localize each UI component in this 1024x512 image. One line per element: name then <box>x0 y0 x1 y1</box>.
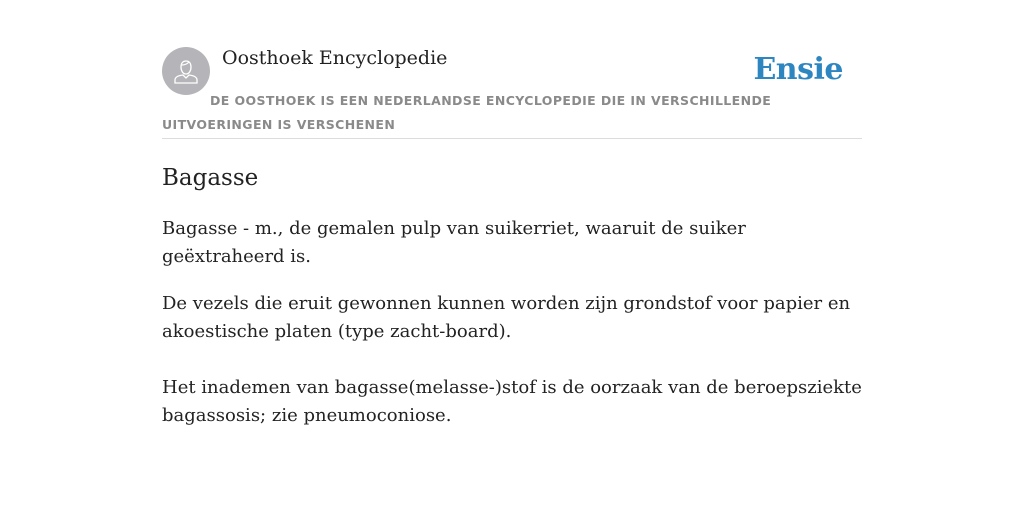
author-avatar[interactable] <box>162 47 210 95</box>
author-name-link[interactable]: Oosthoek Encyclopedie <box>222 47 448 69</box>
article-paragraph-1: Bagasse - m., de gemalen pulp van suikerriet, waaruit de suiker geëxtraheerd is. <box>162 218 746 267</box>
ensie-logo[interactable]: Ensie <box>753 52 843 87</box>
article-title: Bagasse <box>162 165 259 191</box>
user-avatar-icon <box>171 56 201 86</box>
article-paragraph-2: De vezels die eruit gewonnen kunnen worden zijn grondstof voor papier en akoestische platen (type zacht-board). <box>162 293 851 342</box>
author-description: DE OOSTHOEK IS EEN NEDERLANDSE ENCYCLOPEDIE DIE IN VERSCHILLENDE UITVOERINGEN IS VERSCHENEN <box>162 93 772 132</box>
page-container <box>162 46 862 430</box>
page-header <box>162 46 862 139</box>
article-paragraph-3: Het inademen van bagasse(melasse-)stof is de oorzaak van de beroepsziekte bagassosis; zie pneumoconiose. <box>162 377 862 426</box>
